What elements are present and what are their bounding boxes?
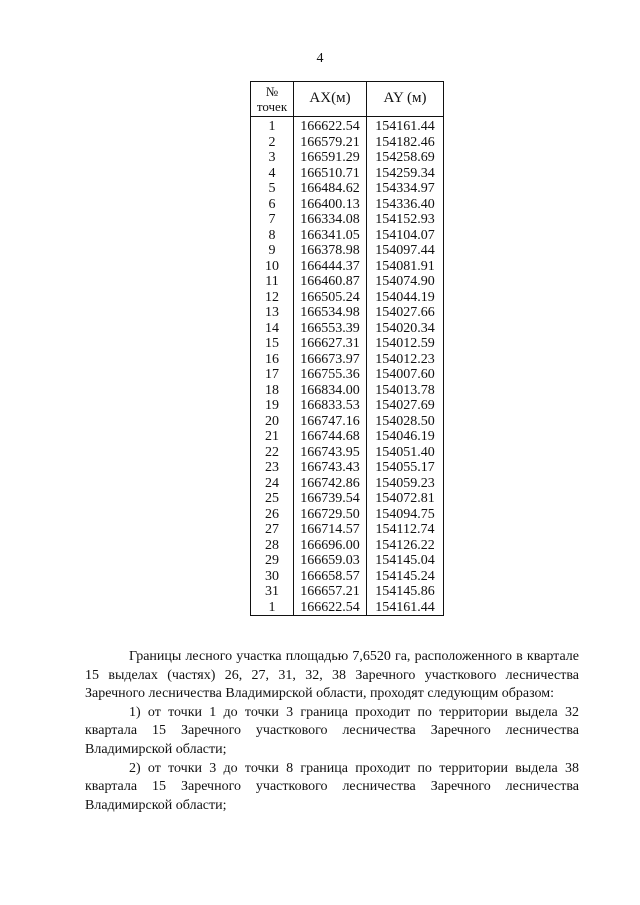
cell-ax: 166743.43 — [294, 460, 367, 476]
table-row — [251, 491, 444, 507]
cell-ax: 166334.08 — [294, 212, 367, 228]
cell-ay: 154259.34 — [367, 166, 444, 182]
table-row — [251, 150, 444, 166]
cell-ax: 166579.21 — [294, 135, 367, 151]
cell-ay: 154012.23 — [367, 352, 444, 368]
cell-point-number: 30 — [251, 569, 294, 585]
cell-point-number: 8 — [251, 228, 294, 244]
cell-ay: 154027.69 — [367, 398, 444, 414]
cell-point-number: 1 — [251, 600, 294, 616]
table-row — [251, 522, 444, 538]
table-row — [251, 460, 444, 476]
table-row — [251, 507, 444, 523]
cell-point-number: 28 — [251, 538, 294, 554]
table-row — [251, 336, 444, 352]
cell-point-number: 23 — [251, 460, 294, 476]
cell-point-number: 29 — [251, 553, 294, 569]
header-ay: AY (м) — [367, 82, 444, 117]
cell-ay: 154027.66 — [367, 305, 444, 321]
body-text — [85, 648, 579, 815]
cell-point-number: 5 — [251, 181, 294, 197]
cell-ay: 154126.22 — [367, 538, 444, 554]
cell-ax: 166755.36 — [294, 367, 367, 383]
cell-ax: 166739.54 — [294, 491, 367, 507]
cell-point-number: 27 — [251, 522, 294, 538]
cell-point-number: 7 — [251, 212, 294, 228]
table-row — [251, 274, 444, 290]
cell-ax: 166622.54 — [294, 117, 367, 135]
cell-ax: 166714.57 — [294, 522, 367, 538]
cell-ax: 166659.03 — [294, 553, 367, 569]
table-body — [251, 117, 444, 616]
table-row — [251, 181, 444, 197]
cell-ay: 154044.19 — [367, 290, 444, 306]
cell-ay: 154012.59 — [367, 336, 444, 352]
table-row — [251, 321, 444, 337]
table-row — [251, 135, 444, 151]
cell-point-number: 21 — [251, 429, 294, 445]
header-number-sign: № — [265, 84, 279, 99]
cell-point-number: 1 — [251, 117, 294, 135]
cell-ax: 166505.24 — [294, 290, 367, 306]
table-row — [251, 166, 444, 182]
cell-ax: 166747.16 — [294, 414, 367, 430]
cell-point-number: 20 — [251, 414, 294, 430]
table-row — [251, 398, 444, 414]
table-row — [251, 445, 444, 461]
table-row — [251, 538, 444, 554]
cell-ax: 166553.39 — [294, 321, 367, 337]
cell-point-number: 2 — [251, 135, 294, 151]
cell-ay: 154046.19 — [367, 429, 444, 445]
coordinates-table — [250, 81, 444, 616]
table-row — [251, 414, 444, 430]
cell-ay: 154104.07 — [367, 228, 444, 244]
paragraph-intro: Границы лесного участка площадью 7,6520 га, расположенного в квартале 15 выделах (частях) 26, 27, 31, 32, 38 Заречного участкового лесничества Заречного лесничества Владимирской области, проходят следующим образом: — [85, 649, 579, 702]
cell-ax: 166444.37 — [294, 259, 367, 275]
cell-point-number: 3 — [251, 150, 294, 166]
table-row — [251, 305, 444, 321]
table-row — [251, 367, 444, 383]
cell-ax: 166743.95 — [294, 445, 367, 461]
cell-ay: 154007.60 — [367, 367, 444, 383]
table-row — [251, 352, 444, 368]
cell-ay: 154152.93 — [367, 212, 444, 228]
cell-ax: 166341.05 — [294, 228, 367, 244]
table-row — [251, 584, 444, 600]
table-row — [251, 197, 444, 213]
cell-ax: 166627.31 — [294, 336, 367, 352]
cell-point-number: 25 — [251, 491, 294, 507]
cell-ay: 154161.44 — [367, 600, 444, 616]
cell-ax: 166378.98 — [294, 243, 367, 259]
cell-ay: 154334.97 — [367, 181, 444, 197]
cell-ay: 154145.04 — [367, 553, 444, 569]
cell-ax: 166510.71 — [294, 166, 367, 182]
cell-point-number: 19 — [251, 398, 294, 414]
cell-point-number: 24 — [251, 476, 294, 492]
cell-point-number: 11 — [251, 274, 294, 290]
cell-ax: 166484.62 — [294, 181, 367, 197]
cell-ay: 154020.34 — [367, 321, 444, 337]
cell-ay: 154074.90 — [367, 274, 444, 290]
cell-ay: 154051.40 — [367, 445, 444, 461]
cell-ay: 154336.40 — [367, 197, 444, 213]
cell-point-number: 15 — [251, 336, 294, 352]
table-row — [251, 600, 444, 616]
paragraph-item-2: 2) от точки 3 до точки 8 граница проходит по территории выдела 38 квартала 15 Заречного участкового лесничества Заречного лесничества Владимирской области; — [85, 760, 579, 813]
cell-ay: 154059.23 — [367, 476, 444, 492]
cell-ay: 154161.44 — [367, 117, 444, 135]
cell-ay: 154013.78 — [367, 383, 444, 399]
cell-ay: 154094.75 — [367, 507, 444, 523]
cell-ay: 154081.91 — [367, 259, 444, 275]
cell-point-number: 16 — [251, 352, 294, 368]
table-row — [251, 212, 444, 228]
table-row — [251, 476, 444, 492]
cell-point-number: 17 — [251, 367, 294, 383]
cell-ay: 154097.44 — [367, 243, 444, 259]
table-row — [251, 429, 444, 445]
cell-point-number: 22 — [251, 445, 294, 461]
cell-point-number: 10 — [251, 259, 294, 275]
cell-ax: 166400.13 — [294, 197, 367, 213]
table-row — [251, 228, 444, 244]
table-row — [251, 243, 444, 259]
page-number: 4 — [316, 51, 324, 66]
cell-ax: 166673.97 — [294, 352, 367, 368]
table-row — [251, 117, 444, 135]
table-row — [251, 259, 444, 275]
cell-ax: 166534.98 — [294, 305, 367, 321]
cell-ax: 166742.86 — [294, 476, 367, 492]
cell-ax: 166834.00 — [294, 383, 367, 399]
cell-point-number: 6 — [251, 197, 294, 213]
cell-ay: 154182.46 — [367, 135, 444, 151]
cell-ax: 166729.50 — [294, 507, 367, 523]
cell-ax: 166622.54 — [294, 600, 367, 616]
cell-ay: 154112.74 — [367, 522, 444, 538]
cell-point-number: 31 — [251, 584, 294, 600]
header-point-number — [251, 82, 294, 117]
table-row — [251, 383, 444, 399]
table-row — [251, 569, 444, 585]
header-ax: AX(м) — [294, 82, 367, 117]
cell-ay: 154145.24 — [367, 569, 444, 585]
cell-point-number: 12 — [251, 290, 294, 306]
cell-ay: 154072.81 — [367, 491, 444, 507]
table-row — [251, 553, 444, 569]
cell-ay: 154028.50 — [367, 414, 444, 430]
table-header-row — [251, 82, 444, 117]
cell-point-number: 13 — [251, 305, 294, 321]
paragraph-item-1: 1) от точки 1 до точки 3 граница проходит по территории выдела 32 квартала 15 Заречного участкового лесничества Заречного лесничества Владимирской области; — [85, 704, 579, 757]
cell-ay: 154145.86 — [367, 584, 444, 600]
cell-point-number: 14 — [251, 321, 294, 337]
cell-ax: 166460.87 — [294, 274, 367, 290]
cell-point-number: 9 — [251, 243, 294, 259]
cell-ax: 166658.57 — [294, 569, 367, 585]
header-points-word: точек — [256, 99, 288, 114]
cell-point-number: 4 — [251, 166, 294, 182]
cell-point-number: 18 — [251, 383, 294, 399]
cell-ay: 154055.17 — [367, 460, 444, 476]
table-row — [251, 290, 444, 306]
cell-point-number: 26 — [251, 507, 294, 523]
cell-ax: 166591.29 — [294, 150, 367, 166]
cell-ay: 154258.69 — [367, 150, 444, 166]
cell-ax: 166744.68 — [294, 429, 367, 445]
cell-ax: 166833.53 — [294, 398, 367, 414]
cell-ax: 166657.21 — [294, 584, 367, 600]
cell-ax: 166696.00 — [294, 538, 367, 554]
